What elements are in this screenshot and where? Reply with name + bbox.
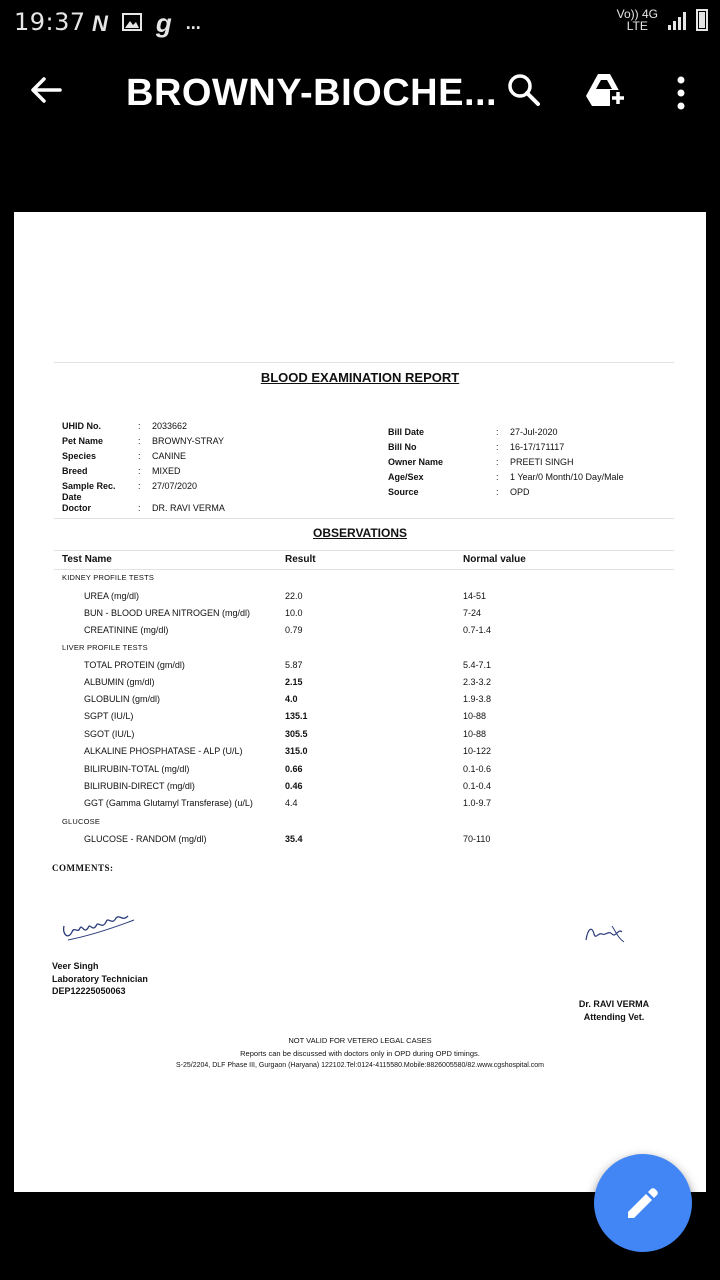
info-value: CANINE bbox=[152, 451, 187, 461]
test-normal: 1.9-3.8 bbox=[463, 694, 492, 704]
test-result: 22.0 bbox=[285, 591, 303, 601]
divider bbox=[54, 569, 674, 570]
edit-pencil-icon bbox=[624, 1184, 662, 1222]
info-label: Breed bbox=[62, 466, 88, 476]
document-title: BROWNY-BIOCHE... bbox=[126, 72, 498, 114]
footer-disclaimer: NOT VALID FOR VETERO LEGAL CASES bbox=[288, 1036, 432, 1045]
test-normal: 10-122 bbox=[463, 746, 492, 756]
document-page bbox=[14, 212, 706, 1192]
test-result: 135.1 bbox=[285, 711, 308, 721]
attending-vet-block bbox=[554, 998, 674, 1023]
info-label: Bill Date bbox=[388, 427, 425, 437]
info-value: 27/07/2020 bbox=[152, 481, 198, 491]
test-result: 35.4 bbox=[285, 834, 303, 844]
info-label: Source bbox=[388, 487, 419, 497]
more-vert-icon[interactable] bbox=[676, 76, 686, 112]
report-footer bbox=[14, 1035, 706, 1073]
more-notifications-icon: ... bbox=[185, 13, 201, 33]
status-bar bbox=[0, 0, 720, 44]
technician-role: Laboratory Technician bbox=[52, 973, 148, 984]
divider bbox=[54, 550, 674, 551]
technician-block bbox=[52, 960, 148, 998]
technician-signature bbox=[58, 904, 138, 948]
info-value: MIXED bbox=[152, 466, 181, 476]
info-value: OPD bbox=[510, 487, 530, 497]
test-result: 315.0 bbox=[285, 746, 308, 756]
test-result: 0.46 bbox=[285, 781, 303, 791]
info-value: PREETI SINGH bbox=[510, 457, 574, 467]
info-colon: : bbox=[138, 481, 141, 491]
test-result: 0.66 bbox=[285, 764, 303, 774]
patient-info-left bbox=[62, 421, 362, 521]
signal-icon bbox=[668, 10, 686, 30]
info-colon: : bbox=[138, 421, 141, 431]
edit-fab-button[interactable] bbox=[594, 1154, 692, 1252]
info-value: 2033662 bbox=[152, 421, 188, 431]
test-name: UREA (mg/dl) bbox=[84, 591, 140, 601]
section-label: GLUCOSE bbox=[62, 817, 101, 826]
test-result: 4.0 bbox=[285, 694, 298, 704]
info-label: Doctor bbox=[62, 503, 91, 513]
report-title: BLOOD EXAMINATION REPORT bbox=[260, 370, 460, 385]
battery-icon bbox=[696, 9, 708, 31]
test-normal: 10-88 bbox=[463, 711, 487, 721]
technician-name: Veer Singh bbox=[52, 961, 99, 971]
info-label: Age/Sex bbox=[388, 472, 424, 482]
info-label-line2: Date bbox=[62, 492, 82, 502]
add-to-drive-icon[interactable] bbox=[584, 70, 628, 114]
info-label: Sample Rec. bbox=[62, 481, 116, 491]
test-normal: 0.1-0.4 bbox=[463, 781, 492, 791]
test-name: BILIRUBIN-TOTAL (mg/dl) bbox=[84, 764, 190, 774]
info-value: 16-17/171117 bbox=[510, 442, 565, 452]
info-label: Species bbox=[62, 451, 97, 461]
test-normal: 10-88 bbox=[463, 729, 487, 739]
info-colon: : bbox=[138, 436, 141, 446]
section-label: LIVER PROFILE TESTS bbox=[62, 643, 148, 652]
footer-address: S-25/2204, DLF Phase III, Gurgaon (Haryana) 122102.Tel:0124-4115580.Mobile:8826005580/82.www.cgshospital.com bbox=[176, 1062, 544, 1069]
footer-note: Reports can be discussed with doctors only in OPD during OPD timings. bbox=[240, 1048, 480, 1058]
test-name: GLOBULIN (gm/dl) bbox=[84, 694, 161, 704]
test-name: TOTAL PROTEIN (gm/dl) bbox=[84, 660, 185, 670]
info-colon: : bbox=[496, 442, 499, 452]
doctor-signature bbox=[582, 918, 628, 948]
test-name: CREATININE (mg/dl) bbox=[84, 625, 169, 635]
attending-vet-role: Attending Vet. bbox=[583, 1011, 645, 1022]
info-colon: : bbox=[496, 457, 499, 467]
search-icon[interactable] bbox=[506, 72, 546, 112]
volte-indicator bbox=[617, 8, 658, 32]
test-normal: 5.4-7.1 bbox=[463, 660, 492, 670]
info-value: 1 Year/0 Month/10 Day/Male bbox=[510, 472, 624, 482]
technician-id: DEP12225050063 bbox=[52, 986, 126, 996]
test-normal: 0.7-1.4 bbox=[463, 625, 492, 635]
test-result: 2.15 bbox=[285, 677, 303, 687]
info-value: DR. RAVI VERMA bbox=[152, 503, 225, 513]
divider bbox=[54, 518, 674, 519]
lte-label: LTE bbox=[626, 19, 648, 33]
comments-label: COMMENTS: bbox=[52, 863, 114, 873]
info-colon: : bbox=[496, 472, 499, 482]
info-value: BROWNY-STRAY bbox=[152, 436, 225, 446]
attending-vet-name: Dr. RAVI VERMA bbox=[578, 999, 650, 1009]
section-label: KIDNEY PROFILE TESTS bbox=[62, 573, 155, 582]
test-normal: 0.1-0.6 bbox=[463, 764, 492, 774]
info-label: Owner Name bbox=[388, 457, 444, 467]
divider bbox=[54, 362, 674, 363]
test-normal: 1.0-9.7 bbox=[463, 798, 492, 808]
test-name: ALKALINE PHOSPHATASE - ALP (U/L) bbox=[84, 746, 243, 756]
test-name: GLUCOSE - RANDOM (mg/dl) bbox=[84, 834, 207, 844]
test-result: 305.5 bbox=[285, 729, 308, 739]
info-colon: : bbox=[496, 427, 499, 437]
test-result: 5.87 bbox=[285, 660, 303, 670]
network-label: Vo)) 4G bbox=[616, 7, 658, 21]
test-result: 10.0 bbox=[285, 608, 303, 618]
app-bar bbox=[0, 44, 720, 144]
notification-n-icon: N bbox=[92, 10, 108, 36]
patient-info-right bbox=[388, 427, 688, 507]
header-test-name: Test Name bbox=[62, 554, 112, 565]
info-label: Pet Name bbox=[62, 436, 104, 446]
test-result: 4.4 bbox=[285, 798, 298, 808]
test-normal: 70-110 bbox=[463, 834, 491, 844]
info-label: UHID No. bbox=[62, 421, 101, 431]
test-name: SGOT (IU/L) bbox=[84, 729, 135, 739]
observations-title: OBSERVATIONS bbox=[312, 526, 407, 540]
info-colon: : bbox=[138, 451, 141, 461]
test-name: GGT (Gamma Glutamyl Transferase) (u/L) bbox=[84, 798, 253, 808]
header-result: Result bbox=[285, 554, 316, 565]
back-arrow-icon[interactable] bbox=[30, 68, 62, 114]
test-name: ALBUMIN (gm/dl) bbox=[84, 677, 155, 687]
test-name: SGPT (IU/L) bbox=[84, 711, 134, 721]
test-normal: 2.3-3.2 bbox=[463, 677, 492, 687]
image-notification-icon bbox=[122, 11, 142, 37]
info-colon: : bbox=[496, 487, 499, 497]
info-colon: : bbox=[138, 466, 141, 476]
test-name: BUN - BLOOD UREA NITROGEN (mg/dl) bbox=[84, 608, 251, 618]
info-value: 27-Jul-2020 bbox=[510, 427, 558, 437]
system-icons bbox=[617, 8, 708, 32]
test-normal: 14-51 bbox=[463, 591, 487, 601]
status-time: 19:37 bbox=[14, 8, 86, 36]
g-notification-icon: g bbox=[155, 8, 172, 38]
test-normal: 7-24 bbox=[463, 608, 482, 618]
info-colon: : bbox=[138, 503, 141, 513]
info-label: Bill No bbox=[388, 442, 417, 452]
test-result: 0.79 bbox=[285, 625, 303, 635]
header-normal-value: Normal value bbox=[463, 554, 526, 565]
test-name: BILIRUBIN-DIRECT (mg/dl) bbox=[84, 781, 195, 791]
notification-icons bbox=[92, 8, 201, 39]
